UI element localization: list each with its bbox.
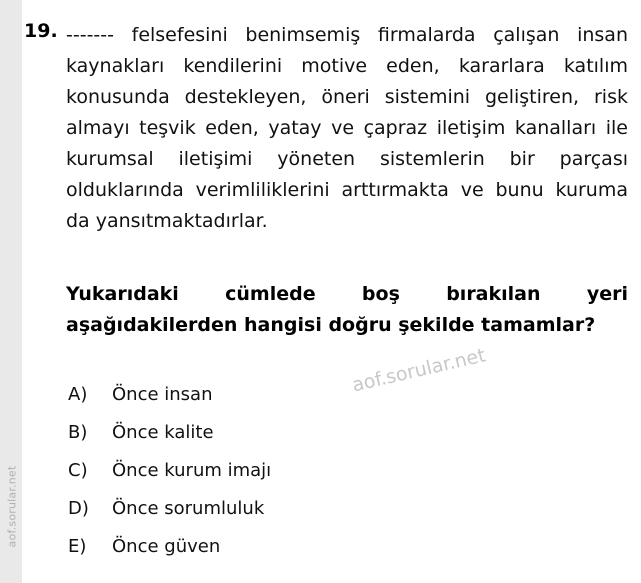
option-d-text: Önce sorumluluk bbox=[112, 498, 265, 519]
option-d-letter: D) bbox=[68, 498, 89, 519]
question-prompt: Yukarıdaki cümlede boş bırakılan yeri aşağıdakilerden hangisi doğru şekilde tamamlar? bbox=[66, 283, 628, 336]
answer-options bbox=[68, 384, 568, 574]
option-a-text: Önce insan bbox=[112, 384, 213, 405]
option-b-text: Önce kalite bbox=[112, 422, 214, 443]
option-e-letter: E) bbox=[68, 536, 87, 557]
option-e[interactable] bbox=[68, 536, 568, 574]
option-d[interactable] bbox=[68, 498, 568, 536]
page-gutter bbox=[0, 0, 22, 583]
option-a-letter: A) bbox=[68, 384, 88, 405]
question-number: 19. bbox=[24, 20, 58, 42]
option-c-letter: C) bbox=[68, 460, 88, 481]
question-stem: ------- felsefesini benimsemiş firmalarda çalışan insan kaynakları kendilerini motive eden, kararlara katılım konusunda destekleyen, öneri sistemini geliştiren, risk almayı teşvik eden, yatay ve çapraz iletişim kanalları ile kurumsal iletişimi yöneten sistemlerin bir parçası olduklarında verimliliklerini arttırmakta ve bunu kuruma da yansıtmaktadırlar. bbox=[66, 24, 628, 232]
option-a[interactable] bbox=[68, 384, 568, 422]
side-watermark: aof.sorular.net bbox=[5, 465, 19, 548]
option-e-text: Önce güven bbox=[112, 536, 221, 557]
option-c[interactable] bbox=[68, 460, 568, 498]
option-b-letter: B) bbox=[68, 422, 88, 443]
option-b[interactable] bbox=[68, 422, 568, 460]
option-c-text: Önce kurum imajı bbox=[112, 460, 272, 481]
main-watermark: aof.sorular.net bbox=[350, 344, 488, 397]
